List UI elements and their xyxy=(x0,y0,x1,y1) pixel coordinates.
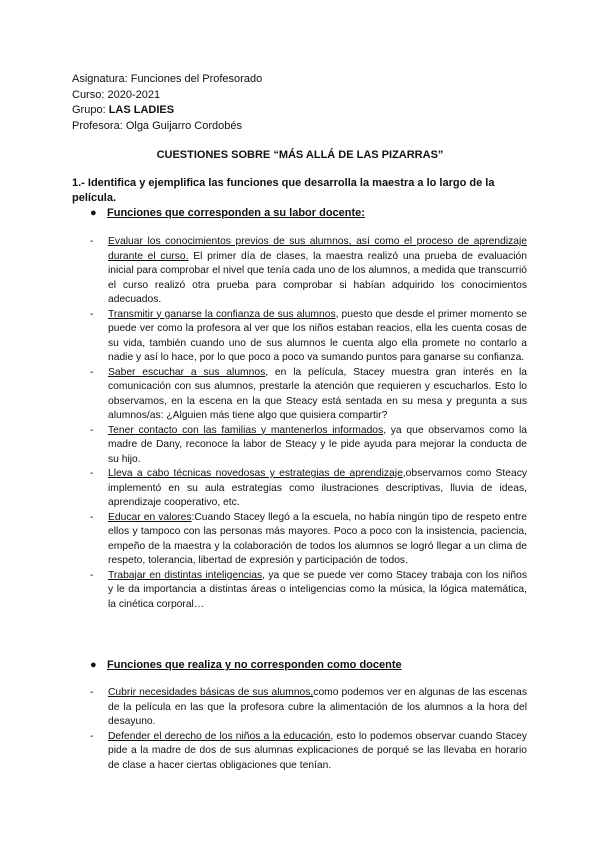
asignatura-label: Asignatura: xyxy=(72,73,128,85)
dash-marker: - xyxy=(90,308,94,320)
curso-line xyxy=(72,88,262,104)
item-text: , ya que observamos como la madre de Dany, reconoce la labor de Steacy y le pide ayuda para mejorar la conducta de su hijo. xyxy=(108,424,528,465)
asignatura-value: Funciones del Profesorado xyxy=(130,73,263,85)
asignatura-line xyxy=(72,72,262,88)
grupo-value: LAS LADIES xyxy=(108,104,175,116)
list-item xyxy=(90,235,527,308)
grupo-label: Grupo: xyxy=(72,104,106,116)
dash-marker: - xyxy=(90,569,94,581)
dash-marker: - xyxy=(90,236,94,247)
curso-value: 2020-2021 xyxy=(107,88,161,101)
list-item xyxy=(90,424,527,468)
bullet-icon: ● xyxy=(90,659,97,671)
section-2-heading-text: Funciones que realiza y no corresponden como docente xyxy=(107,659,402,671)
list-item xyxy=(90,686,527,730)
list-item xyxy=(90,730,527,774)
dash-marker: - xyxy=(90,687,94,698)
profesora-line xyxy=(72,119,262,135)
dash-marker: - xyxy=(90,730,94,742)
dash-marker: - xyxy=(90,366,94,378)
bullet-icon: ● xyxy=(90,207,97,219)
item-text: El primer día de clases, la maestra realizó una prueba de evaluación inicial para comprobar el nivel que tenía cada uno de los alumnos, a medida que transcurrió el curso realizó otra prueba para comprobar si habían adquirido los conocimientos adecuados. xyxy=(108,250,527,305)
item-text: , puesto que desde el primer momento se puede ver como la profesora al ver que los niños estaban reacios, ella les cuenta cosas de su vida, también cuando uno de sus alumnos le cuenta algo ella promete no contarlo a nadie y así lo hace, por lo que poco a poco va sumando puntos para ganarse su confianza. xyxy=(108,308,527,363)
section-1-list xyxy=(90,235,527,612)
profesora-label: Profesora: xyxy=(72,119,123,132)
item-lead: Transmitir y ganarse la confianza de sus alumnos xyxy=(108,308,336,320)
item-lead: Lleva a cabo técnicas novedosas y estrategias de aprendizaje xyxy=(108,468,403,479)
dash-marker: - xyxy=(90,511,94,523)
grupo-line xyxy=(72,103,262,119)
item-text: :Cuando Stacey llegó a la escuela, no había ningún tipo de respeto entre ellos y tampoco con las personas más mayores. Poco a poco con la insistencia, paciencia, empeño de la maestra y la colaboración de todos los alumnos se logró llegar a un clima de respeto, tolerancia, libertad de expresión y participación de todos. xyxy=(108,511,527,566)
item-lead: Tener contacto con las familias y mantenerlos informados xyxy=(108,424,384,436)
item-lead: Trabajar en distintas inteligencias xyxy=(108,569,263,581)
list-item xyxy=(90,569,527,613)
item-lead: Evaluar los conocimientos previos de sus alumnos, así como el proceso de aprendizaje durante el curso. xyxy=(108,236,527,262)
document-header xyxy=(72,72,262,134)
item-lead: Saber escuchar a sus alumnos xyxy=(108,366,266,378)
item-text: ,observamos como Steacy implementó en su aula estrategias como ilustraciones descriptivas, lluvia de ideas, aprendizaje cooperativo, etc. xyxy=(108,468,527,508)
curso-label: Curso: xyxy=(72,88,105,101)
dash-marker: - xyxy=(90,468,94,479)
item-lead: Cubrir necesidades básicas de sus alumnos, xyxy=(108,687,314,698)
item-text: como podemos ver en algunas de las escenas de la película en las que la profesora cubre la alimentación de los alumnos a la hora del desayuno. xyxy=(108,687,527,727)
list-item xyxy=(90,511,527,569)
section-1-heading-text: Funciones que corresponden a su labor docente: xyxy=(107,207,365,219)
item-lead: Educar en valores xyxy=(108,511,192,523)
dash-marker: - xyxy=(90,424,94,436)
item-text: , en la película, Stacey muestra gran interés en la comunicación con sus alumnos, prestarle la atención que requieren y escucharlos. Esto lo observamos, en la escena en la que Steacy está sentada en su mesa y pregunta a sus alumnos/as: ¿Alguien más tiene algo que quisiera compartir? xyxy=(108,366,527,421)
list-item xyxy=(90,308,527,366)
section-2-list xyxy=(90,686,527,773)
list-item xyxy=(90,467,527,511)
item-text: esto lo podemos observar cuando Stacey pide a la madre de dos de sus alumnas explicaciones de porqué se las llevaba en horario de clase a hacer ciertas obligaciones que tenían. xyxy=(108,730,528,771)
profesora-value: Olga Guijarro Cordobés xyxy=(125,119,242,132)
question-1: 1.- Identifica y ejemplifica las funciones que desarrolla la maestra a lo largo de la película. xyxy=(72,177,495,204)
list-item xyxy=(90,366,527,424)
item-text: , ya que se puede ver como Stacey trabaja con los niños y le da importancia a distintas áreas o inteligencias como la música, la lógica matemática, la cinética corporal… xyxy=(108,569,527,610)
document-title: CUESTIONES SOBRE “MÁS ALLÁ DE LAS PIZARRAS” xyxy=(156,149,444,161)
item-lead: Defender el derecho de los niños a la educación, xyxy=(108,730,334,742)
